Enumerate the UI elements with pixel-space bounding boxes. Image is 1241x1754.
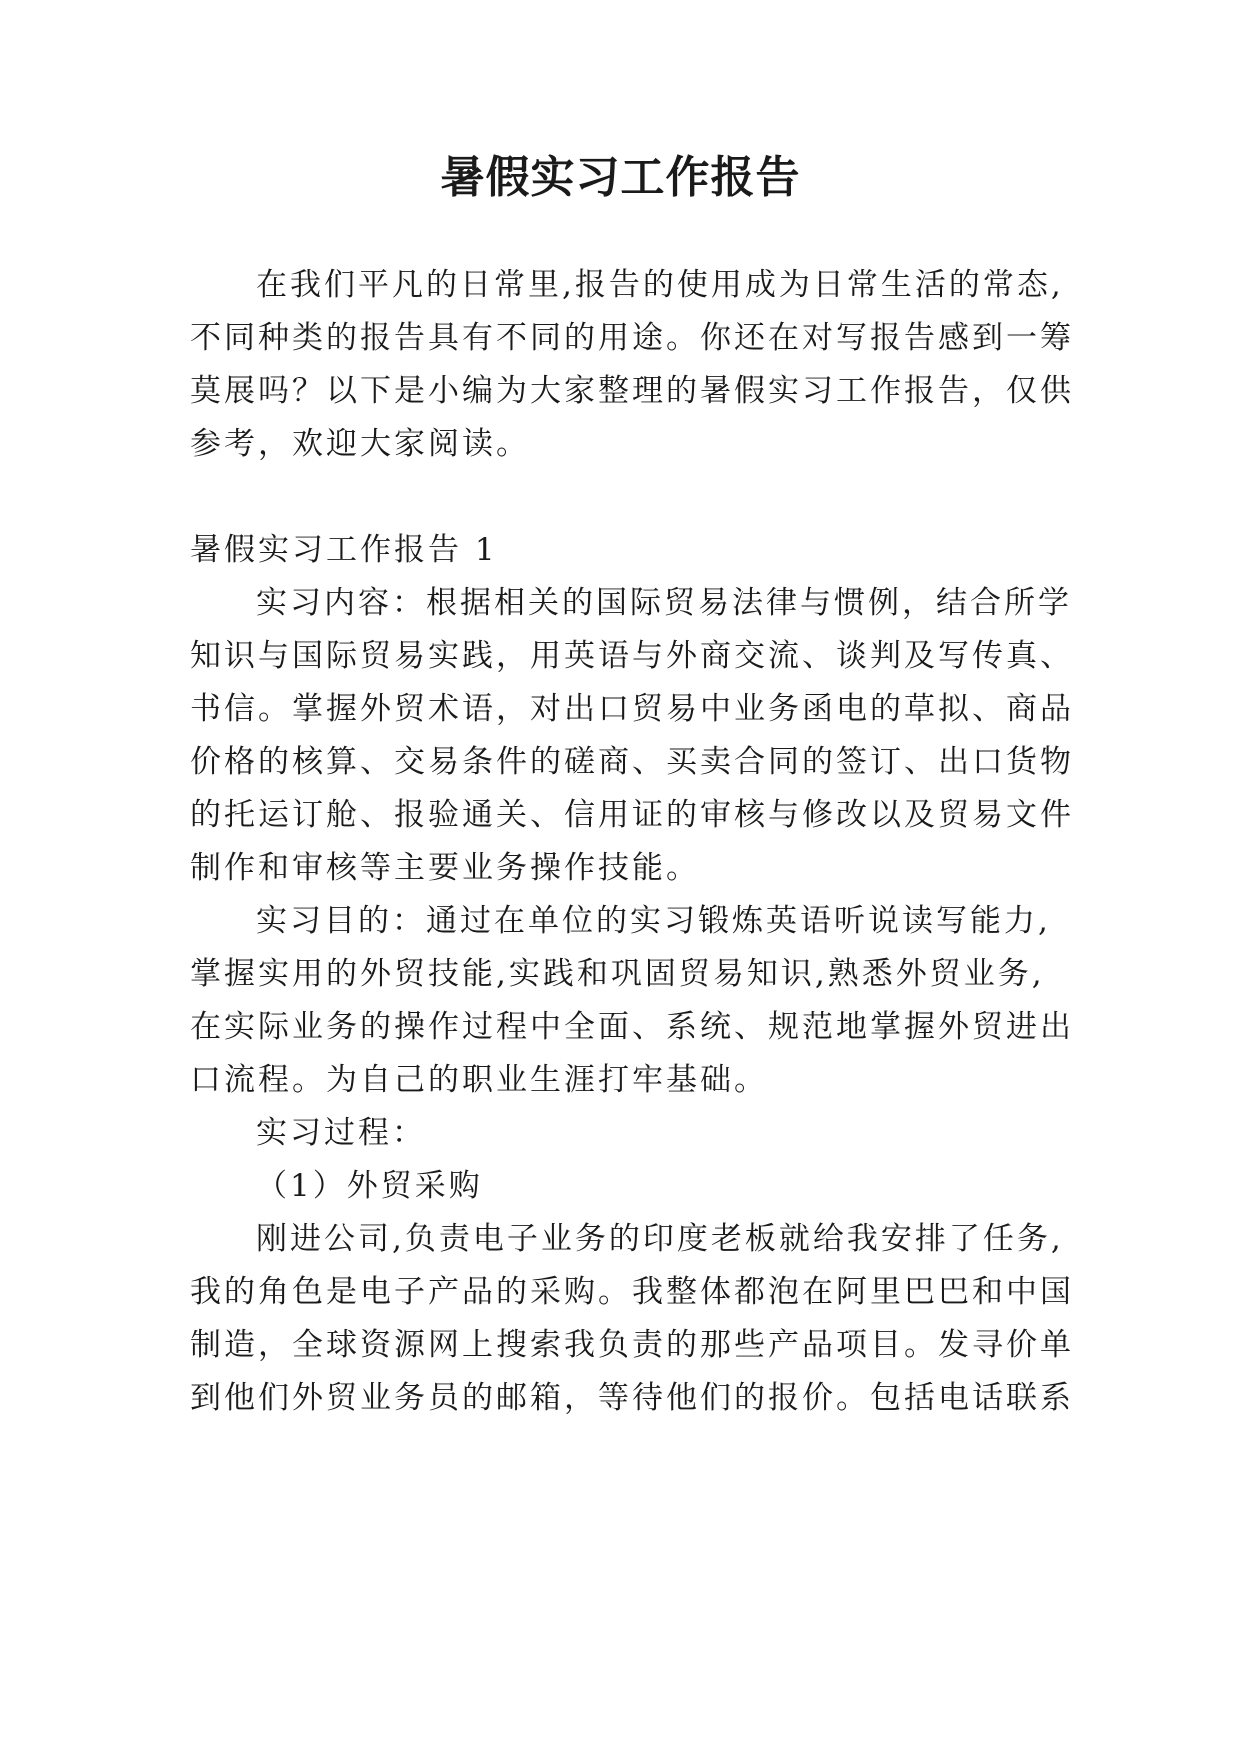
paragraph-line: 掌握实用的外贸技能,实践和巩固贸易知识,熟悉外贸业务, [190, 956, 1045, 992]
paragraph-line: 到他们外贸业务员的邮箱，等待他们的报价。包括电话联系 [190, 1380, 1074, 1416]
paragraph-line: 参考，欢迎大家阅读。 [190, 426, 530, 462]
paragraph-line: 在实际业务的操作过程中全面、系统、规范地掌握外贸进出 [190, 1009, 1074, 1045]
paragraph-line: 制造，全球资源网上搜索我负责的那些产品项目。发寻价单 [190, 1327, 1074, 1363]
paragraph-line: 书信。掌握外贸术语，对出口贸易中业务函电的草拟、商品 [190, 691, 1074, 727]
subheading: 实习过程： [256, 1115, 426, 1151]
paragraph-line: 知识与国际贸易实践，用英语与外商交流、谈判及写传真、 [190, 638, 1074, 674]
paragraph-line: 莫展吗？以下是小编为大家整理的暑假实习工作报告，仅供 [190, 373, 1074, 409]
document-title: 暑假实习工作报告 [440, 152, 801, 203]
paragraph-line: 实习内容：根据相关的国际贸易法律与惯例，结合所学 [256, 585, 1072, 621]
paragraph-line: 实习目的：通过在单位的实习锻炼英语听说读写能力, [256, 903, 1051, 939]
paragraph-line: 制作和审核等主要业务操作技能。 [190, 850, 700, 886]
subheading: （1）外贸采购 [256, 1168, 483, 1204]
paragraph-line: 不同种类的报告具有不同的用途。你还在对写报告感到一筹 [190, 320, 1074, 356]
paragraph-line: 我的角色是电子产品的采购。我整体都泡在阿里巴巴和中国 [190, 1274, 1074, 1310]
paragraph-line: 价格的核算、交易条件的磋商、买卖合同的签订、出口货物 [190, 744, 1074, 780]
paragraph-line: 刚进公司,负责电子业务的印度老板就给我安排了任务, [256, 1221, 1064, 1257]
section-heading: 暑假实习工作报告 1 [190, 532, 498, 568]
paragraph-line: 口流程。为自己的职业生涯打牢基础。 [190, 1062, 768, 1098]
paragraph-line: 的托运订舱、报验通关、信用证的审核与修改以及贸易文件 [190, 797, 1074, 833]
paragraph-line: 在我们平凡的日常里,报告的使用成为日常生活的常态, [256, 267, 1064, 303]
